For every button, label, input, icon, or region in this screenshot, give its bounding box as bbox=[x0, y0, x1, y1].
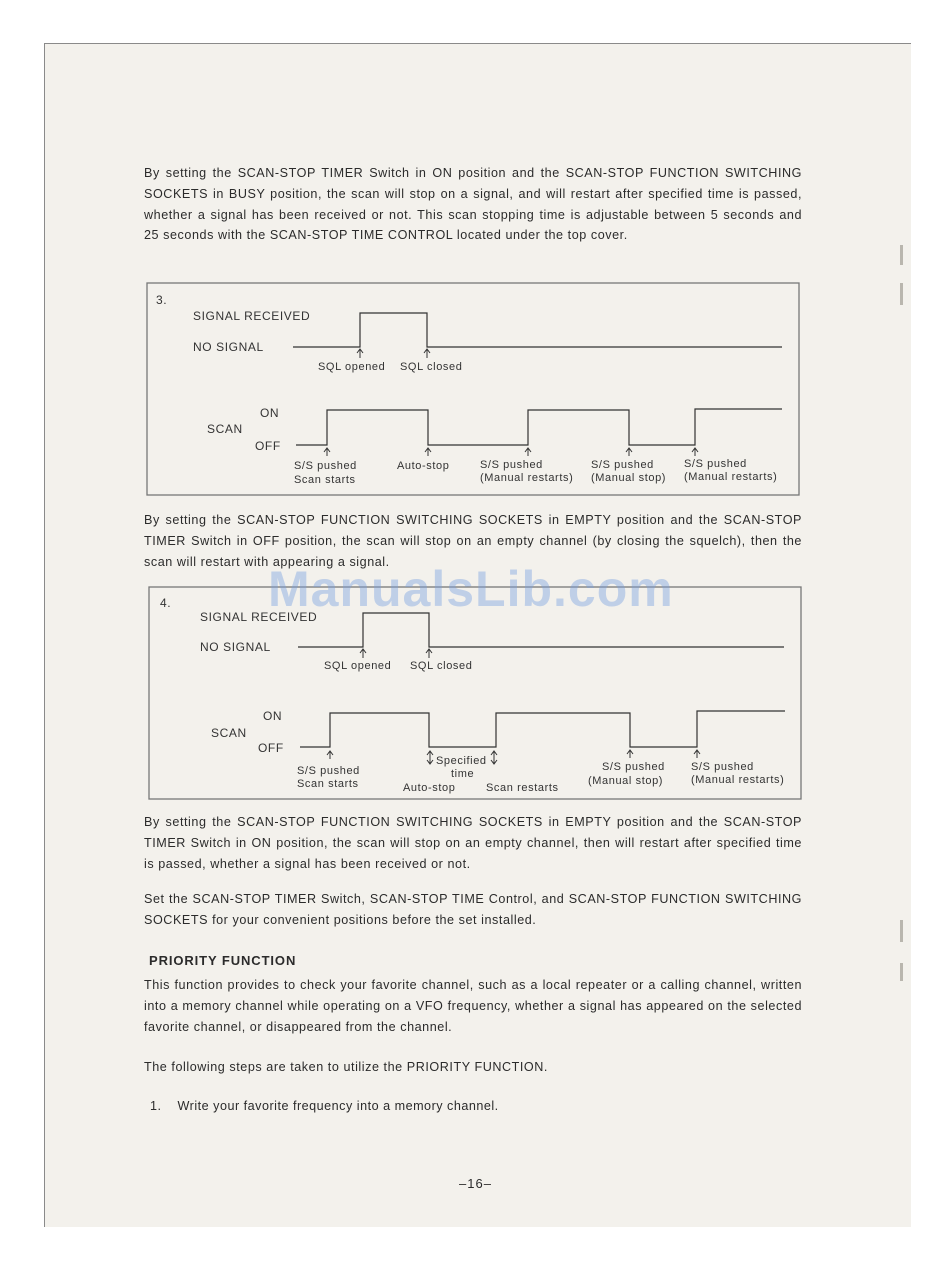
ss-pushed-label: S/S pushed bbox=[691, 761, 754, 773]
auto-stop-arrow bbox=[425, 448, 431, 456]
paragraph-following-steps: The following steps are taken to utilize the PRIORITY FUNCTION. bbox=[144, 1060, 548, 1074]
section-heading: PRIORITY FUNCTION bbox=[149, 953, 297, 968]
ss-pushed-label: S/S pushed bbox=[591, 459, 654, 471]
sql-opened-label: SQL opened bbox=[324, 660, 392, 672]
ss-pushed-label: S/S pushed bbox=[602, 761, 665, 773]
scan-starts-arrow bbox=[324, 448, 330, 456]
signal-received-label: SIGNAL RECEIVED bbox=[193, 309, 311, 323]
manual-stop-arrow bbox=[626, 448, 632, 456]
manual-restarts-label: (Manual restarts) bbox=[691, 774, 785, 786]
time-label: time bbox=[451, 768, 475, 780]
manual-restart-arrow bbox=[525, 448, 531, 456]
list-item bbox=[150, 1099, 499, 1113]
manual-restarts-label: (Manual restarts) bbox=[684, 471, 778, 483]
ss-pushed-label: S/S pushed bbox=[297, 765, 360, 777]
scan-starts-label: Scan starts bbox=[294, 474, 356, 486]
step-text: Write your favorite frequency into a memory channel. bbox=[177, 1099, 499, 1113]
scan-on-label: ON bbox=[263, 709, 283, 723]
paragraph-empty-timer-off: By setting the SCAN-STOP FUNCTION SWITCHING SOCKETS in EMPTY position and the SCAN-STOP TIMER Switch in OFF position, the scan will stop on an empty channel (by closing the squelch), then the scan will restart with appearing a signal. bbox=[144, 513, 802, 569]
no-signal-label: NO SIGNAL bbox=[200, 640, 271, 654]
binding-mark bbox=[900, 245, 903, 265]
scan-starts-arrow bbox=[327, 751, 333, 759]
page-number: –16– bbox=[459, 1176, 492, 1191]
paragraph-set-positions: Set the SCAN-STOP TIMER Switch, SCAN-STOP TIME Control, and SCAN-STOP FUNCTION SWITCHING SOCKETS for your convenient positions before the set installed. bbox=[144, 892, 802, 927]
timing-diagram-3 bbox=[146, 282, 800, 496]
scan-waveform bbox=[296, 409, 782, 445]
paragraph-empty-timer-on: By setting the SCAN-STOP FUNCTION SWITCHING SOCKETS in EMPTY position and the SCAN-STOP TIMER Switch in ON position, the scan will stop on an empty channel, then will restart after specified time is passed, whether a signal has been received or not. bbox=[144, 815, 802, 871]
sql-opened-arrow bbox=[360, 649, 366, 658]
sql-closed-arrow bbox=[424, 349, 430, 358]
specified-time-end-arrow bbox=[491, 751, 497, 764]
diagram-number: 3. bbox=[156, 293, 168, 307]
sql-closed-label: SQL closed bbox=[410, 660, 473, 672]
manual-restart-arrow bbox=[692, 448, 698, 456]
manual-stop-label: (Manual stop) bbox=[591, 472, 667, 484]
scan-off-label: OFF bbox=[258, 741, 284, 755]
auto-stop-label: Auto-stop bbox=[403, 782, 456, 794]
manual-restart-arrow bbox=[694, 750, 700, 758]
scan-off-label: OFF bbox=[255, 439, 281, 453]
manual-stop-arrow bbox=[627, 750, 633, 758]
scan-on-label: ON bbox=[260, 406, 280, 420]
ss-pushed-label: S/S pushed bbox=[684, 458, 747, 470]
timing-diagram-4 bbox=[148, 586, 802, 800]
scan-waveform bbox=[300, 711, 785, 747]
no-signal-label: NO SIGNAL bbox=[193, 340, 264, 354]
signal-waveform bbox=[293, 313, 782, 347]
sql-opened-label: SQL opened bbox=[318, 361, 386, 373]
signal-waveform bbox=[298, 613, 784, 647]
sql-opened-arrow bbox=[357, 349, 363, 358]
watermark: ManualsLib.com bbox=[268, 561, 674, 617]
sql-closed-label: SQL closed bbox=[400, 361, 463, 373]
paragraph-priority-function: This function provides to check your favorite channel, such as a local repeater or a calling channel, written into a memory channel while operating on a VFO frequency, whether a signal has appeared on the selected favorite channel, or disappeared from the channel. bbox=[144, 978, 802, 1034]
binding-mark bbox=[900, 283, 903, 305]
specified-label: Specified bbox=[436, 755, 487, 767]
manual-restarts-label: (Manual restarts) bbox=[480, 472, 574, 484]
ss-pushed-label: S/S pushed bbox=[480, 459, 543, 471]
specified-time-start-arrow bbox=[427, 751, 433, 764]
scan-label: SCAN bbox=[207, 422, 243, 436]
ss-pushed-label: S/S pushed bbox=[294, 460, 357, 472]
sql-closed-arrow bbox=[426, 649, 432, 658]
step-number: 1. bbox=[150, 1099, 162, 1113]
diagram-number: 4. bbox=[160, 596, 172, 610]
binding-mark bbox=[900, 920, 903, 942]
paragraph-busy-timer-on: By setting the SCAN-STOP TIMER Switch in ON position and the SCAN-STOP FUNCTION SWITCHING SOCKETS in BUSY position, the scan will stop on a signal, and will restart after specified time is passed, whether a signal has been received or not. This scan stopping time is adjustable between 5 seconds and 25 seconds with the SCAN-STOP TIME CONTROL located under the top cover. bbox=[144, 166, 802, 243]
auto-stop-label: Auto-stop bbox=[397, 460, 450, 472]
scan-label: SCAN bbox=[211, 726, 247, 740]
manual-stop-label: (Manual stop) bbox=[588, 775, 664, 787]
scan-starts-label: Scan starts bbox=[297, 778, 359, 790]
scan-restarts-label: Scan restarts bbox=[486, 782, 559, 794]
binding-mark bbox=[900, 963, 903, 981]
signal-received-label: SIGNAL RECEIVED bbox=[200, 610, 318, 624]
